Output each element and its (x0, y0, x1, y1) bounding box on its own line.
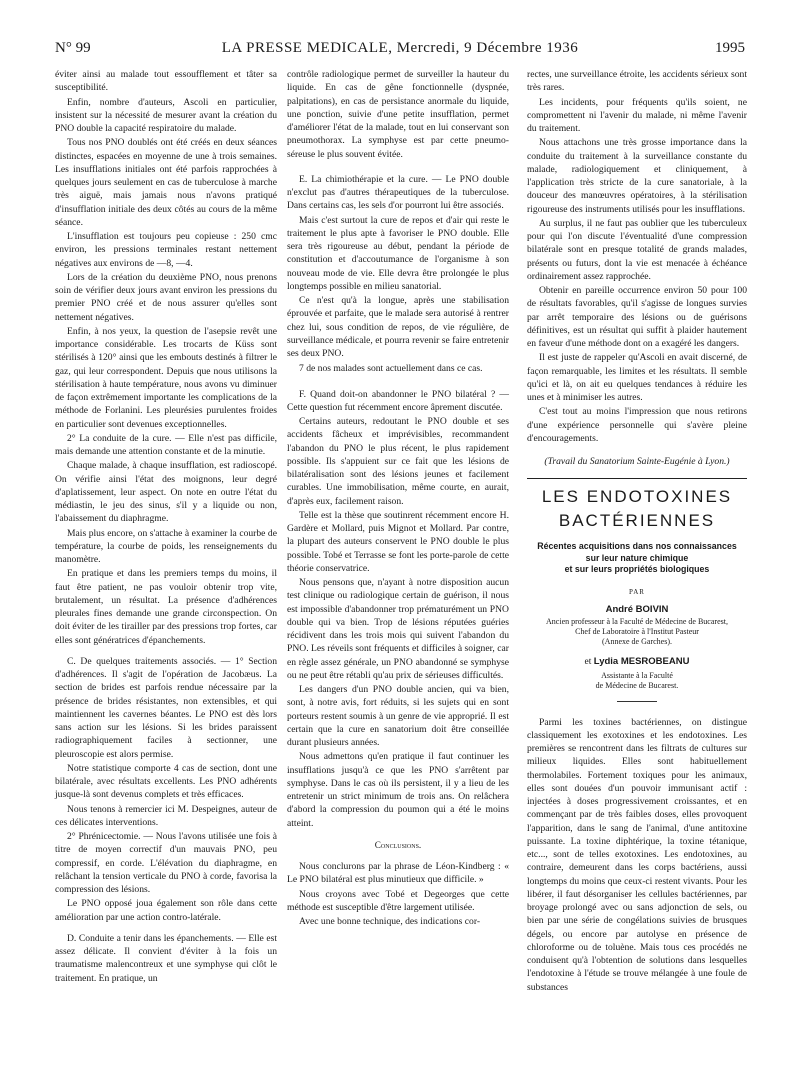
paragraph: Obtenir en pareille occurrence environ 50 pour 100 de résultats favorables, qu'il s'agisse de longues survies par arrêt temporaire des lésions ou de guérisons définitives, est un résultat qui suffit à plaider hautement en faveur d'une méthode dont on a exagéré les dangers. (527, 285, 747, 349)
paragraph: Notre statistique comporte 4 cas de section, dont une bilatérale, avec résultats excellents. Les PNO adhérents jusque-là sont devenus complets et très efficaces. (55, 762, 277, 801)
paragraph: 2° La conduite de la cure. — Elle n'est pas difficile, mais demande une attention constante et de la minutie. (55, 432, 277, 457)
and-label: et (584, 657, 592, 668)
paragraph: rectes, une surveillance étroite, les accidents sérieux sont très rares. (527, 69, 747, 94)
affiliation-line: (Annexe de Garches). (602, 637, 672, 647)
column-1 (55, 68, 277, 986)
paragraph: Telle est la thèse que soutinrent récemment encore H. Gardère et Mollard, puis Mignot et Mollard. Par contre, la plupart des auteurs conservent le PNO double le plus possible. Tobé et Terrasse se font les porte-parole de cette théorie conservatrice. (287, 509, 509, 574)
paragraph: contrôle radiologique permet de surveiller la hauteur du liquide. En cas de gêne fonctionnelle (dyspnée, palpitations), en cas de persistance anormale du liquide, une ponction, suivie d'une petite insufflation, permet d'améliorer l'état de la malade, tout en lui conservant son pneumothorax. La symphyse est par cette pneumo-séreuse le plus souvent évitée. (287, 69, 509, 160)
paragraph: Ce n'est qu'à la longue, après une stabilisation éprouvée et parfaite, que le malade sera autorisé à rentrer chez lui, sous condition de repos, de vie régulière, de surveillance médicale, et pourra revenir se faire entretenir ses deux PNO. (287, 295, 509, 359)
paragraph: Tous nos PNO doublés ont été créés en deux séances distinctes, espacées en moyenne de une à trois semaines. Les insufflations initiales ont été parfois rapprochées à quelques jours seulement en cas de tuberculose à marche très aiguë, mais jamais nous n'avons pratiqué d'insufflation initiale des deux côtés au cours de la même séance. (55, 137, 277, 228)
journal-title: LA PRESSE MEDICALE, Mercredi, 9 Décembre 1936 (221, 40, 579, 56)
paragraph: En pratique et dans les premiers temps du moins, il faut être patient, ne pas vouloir obtenir trop vite, brutalement, un résultat. La présence d'adhérences pleurales fines demande une grande circonspection. On doit éviter de les tirailler par des pressions trop fortes, car elles sont génératrices d'épanchements. (55, 568, 277, 646)
section-heading-paragraph: F. Quand doit-on abandonner le PNO bilatéral ? — Cette question fut récemment encore âprement discutée. (287, 388, 509, 413)
paragraph: Les incidents, pour fréquents qu'ils soient, ne compromettent ni l'avenir du malade, ni même l'avenir du traitement. (527, 96, 747, 134)
column-3 (527, 68, 747, 995)
affiliation-line: Ancien professeur à la Faculté de Médecine de Bucarest, (546, 617, 728, 627)
running-header (55, 40, 745, 62)
paragraph: Chaque malade, à chaque insufflation, est radioscopé. On vérifie ainsi l'état des moignons, leur degré d'aplatissement, leur aspect. On note en outre l'état du médiastin, le jeu des sinus, s'il y a liquide ou non, l'abaissement du diaphragme. (55, 460, 277, 525)
section-heading-paragraph: D. Conduite a tenir dans les épanchements. — Elle est assez délicate. Il convient d'éviter à la fois un traumatisme malencontreux et une symphyse qui clôt le traitement. En pratique, un (55, 932, 277, 984)
paragraph: Enfin, à nos yeux, la question de l'asepsie revêt une importance considérable. Les trocarts de Küss sont stérilisés à 120° ainsi que les embouts destinés à filtrer le gaz, qui leur correspondent. Depuis que nous utilisons la stérilisation à haute température, nous avons vu diminuer de façon extrêmement importante les complications de la méthode de Forlanini. Les pleurésies purulentes froides en particulier sont devenues exceptionnelles. (55, 325, 277, 430)
section-heading-paragraph: E. La chimiothérapie et la cure. — Le PNO double n'exclut pas d'autres thérapeutiques de la tuberculose. Dans certains cas, les sels d'or pourront lui être associés. (287, 173, 509, 212)
paragraph: Lors de la création du deuxième PNO, nous prenons soin de vérifier deux jours avant environ les pressions du premier PNO créé et de nous assurer qu'elles sont nettement négatives. (55, 271, 277, 323)
affiliation-line: de Médecine de Bucarest. (595, 680, 679, 690)
paragraph: Nous pensons que, n'ayant à notre disposition aucun test clinique ou radiologique certain de guérison, il nous est impossible d'abandonner trop prématurément un PNO double qui va bien. Trop de lésions réputées guéries récidivent dans les trois mois qui suivent l'abandon du PNO. Les réveils sont fréquents et difficiles à soigner, car en règle assez générale, un PNO abandonné se symphyse ou ne peut être rétabli qu'au prix de sérieuses difficultés. (287, 577, 509, 681)
paragraph: éviter ainsi au malade tout essoufflement et tâter sa susceptibilité. (55, 69, 277, 94)
article-title (527, 485, 747, 533)
paragraph: Certains auteurs, redoutant le PNO double et ses accidents fâcheux et imprévisibles, recommandent l'abandon du PNO le plus récent, le plus rapidement possible. Ils s'appuient sur ce fait que les lésions de bilatéralisation sont des lésions jeunes et facilement curables. Une immobilisation, même courte, en aurait, d'après eux, facilement raison. (287, 416, 509, 507)
page-number: 1995 (715, 40, 745, 56)
issue-number: N° 99 (55, 40, 91, 56)
paragraph: Nous tenons à remercier ici M. Despeignes, auteur de ces délicates interventions. (55, 803, 277, 828)
divider (527, 478, 747, 479)
article-title-line: LES ENDOTOXINES (541, 487, 733, 507)
article-subtitle (527, 541, 747, 576)
affiliation-line: Assistante à la Faculté (601, 670, 673, 680)
paragraph: Nous conclurons par la phrase de Léon-Kindberg : « Le PNO bilatéral est plus minutieux que difficile. » (287, 861, 509, 886)
paragraph: Nous attachons une très grosse importance dans la conduite du traitement à la surveillance constante du malade, radiologiquement et cliniquement, à l'application très stricte de la cure sanatoriale, à la douceur des manœuvres opératoires, à la stérilisation rigoureuse des instruments utilisés pour les insufflations. (527, 137, 747, 215)
paragraph: Il est juste de rappeler qu'Ascoli en avait discerné, de façon remarquable, les limites et les résultats. Il semble qu'ici et là, on ait eu quelques tendances à réduire les unes et à minimiser les autres. (527, 352, 747, 403)
paragraph: Mais c'est surtout la cure de repos et d'air qui reste le traitement le plus apte à favoriser le PNO double. Elle sera très rigoureuse au début, pendant la période de constitution et d'accoutumance de l'organisme à son nouveau mode de vie. Elle devra être prolongée le plus longtemps possible en milieu sanatorial. (287, 214, 509, 292)
paragraph: Le PNO opposé joua également son rôle dans cette amélioration par une action contro-latérale. (55, 898, 277, 923)
author-name: Lydia MESROBEANU (593, 656, 690, 668)
paragraph: Nous admettons qu'en pratique il faut continuer les insufflations jusqu'à ce que les PNO s'arrêtent par symphyse. Dans le cas où ils persistent, il y a lieu de les entretenir un strict minimum de trois ans. On relâchera d'abord la compression du poumon qui a été le moins atteint. (287, 751, 509, 829)
paragraph: Mais plus encore, on s'attache à examiner la courbe de température, la courbe de poids, les renseignements du manomètre. (55, 527, 277, 565)
subtitle-line: Récentes acquisitions dans nos connaissances (537, 541, 737, 552)
author-affiliation (527, 617, 747, 647)
paragraph: Avec une bonne technique, des indications cor- (299, 916, 481, 927)
paragraph: C'est tout au moins l'impression que nous retirons d'une expérience personnelle qui s'avère pleine d'encouragements. (527, 406, 747, 444)
author-affiliation (527, 671, 747, 691)
footnote-paragraph: 7 de nos malades sont actuellement dans ce cas. (299, 363, 483, 375)
conclusions-heading: Conclusions. (374, 839, 422, 850)
subtitle-line: sur leur nature chimique (585, 552, 689, 563)
affiliation-note: (Travail du Sanatorium Sainte-Eugénie à Lyon.) (544, 456, 730, 467)
article-title-line: BACTÉRIENNES (558, 511, 716, 531)
paragraph: 2° Phrénicectomie. — Nous l'avons utilisée une fois à titre de moyen correctif d'un mauvais PNO, peu compressif, en corde. L'élévation du diaphragme, en relâchant la tension verticale du PNO à corde, favorisa la compression des lésions. (55, 831, 277, 895)
paragraph: Au surplus, il ne faut pas oublier que les tuberculeux pour qui l'on discute l'éventualité d'une compression bilatérale sont en presque totalité de grands malades, présents ou futurs, dont la vie est menacée à échéance ordinairement assez rapprochée. (527, 217, 747, 282)
second-author (527, 655, 747, 669)
affiliation-line: Chef de Laboratoire à l'Institut Pasteur (575, 627, 699, 637)
short-divider (617, 701, 657, 702)
by-label: PAR (629, 587, 645, 596)
column-2 (287, 68, 509, 929)
paragraph: L'insufflation est toujours peu copieuse : 250 cmc environ, les pressions terminales restant nettement négatives aux environs de —8, —4. (55, 231, 277, 269)
subtitle-line: et sur leurs propriétés biologiques (564, 564, 710, 575)
section-heading-paragraph: C. De quelques traitements associés. — 1° Section d'adhérences. Il s'agit de l'opération de Jacobæus. La section de brides est parfois rendue nécessaire par la présence de brides résistantes, non extensibles, et qui maintiennent les cavernes béantes. Le PNO est dès lors sans action sur les lésions. Si les brides paraissent radiographiquement faciles à sectionner, une pleuroscopie est alors permise. (55, 655, 277, 760)
author-name: André BOIVIN (605, 604, 669, 615)
article-body-paragraph: Parmi les toxines bactériennes, on distingue classiquement les exotoxines et les endotoxines. Les premières se rencontrent dans les filtrats de cultures sur milieux liquides. Elles sont habituellement thermolabiles. Fortement toxiques pour les animaux, elles sont douées d'un pouvoir immunisant actif : injectées à doses progressivement croissantes, et en commençant par de très faibles doses, elles provoquent l'apparition, dans le sang de l'animal, d'une antitoxine puissante. La toxine diphtérique, la toxine tétanique, etc..., sont de telles exotoxines. Les endotoxines, au contraire, demeurent dans les corps bactériens, aussi longtemps du moins que ceux-ci restent vivants. Pour les libérer, il faut désorganiser les cellules bactériennes, par broyage prolongé avec ou sans adjonction de sels, ou bien par une série de congélations suivies de brusques dégels, ou encore par autolyse en présence de chloroforme ou de toluène. Mais tous ces procédés ne conduisent qu'à l'obtention de solutions dans lesquelles l'endotoxine à l'étude se trouve mélangée à une foule de substances (527, 716, 747, 993)
paragraph: Nous croyons avec Tobé et Degeorges que cette méthode est susceptible d'être largement utilisée. (287, 888, 509, 913)
paragraph: Les dangers d'un PNO double ancien, qui va bien, sont, à notre avis, fort réduits, si les sujets qui en sont porteurs restent soumis à un genre de vie approprié. Il est certain que la cure en sanatorium doit être conseillée durant plusieurs années. (287, 684, 509, 748)
paragraph: Enfin, nombre d'auteurs, Ascoli en particulier, insistent sur la nécessité de mesurer avant la création du PNO double la capacité respiratoire du malade. (55, 96, 277, 134)
